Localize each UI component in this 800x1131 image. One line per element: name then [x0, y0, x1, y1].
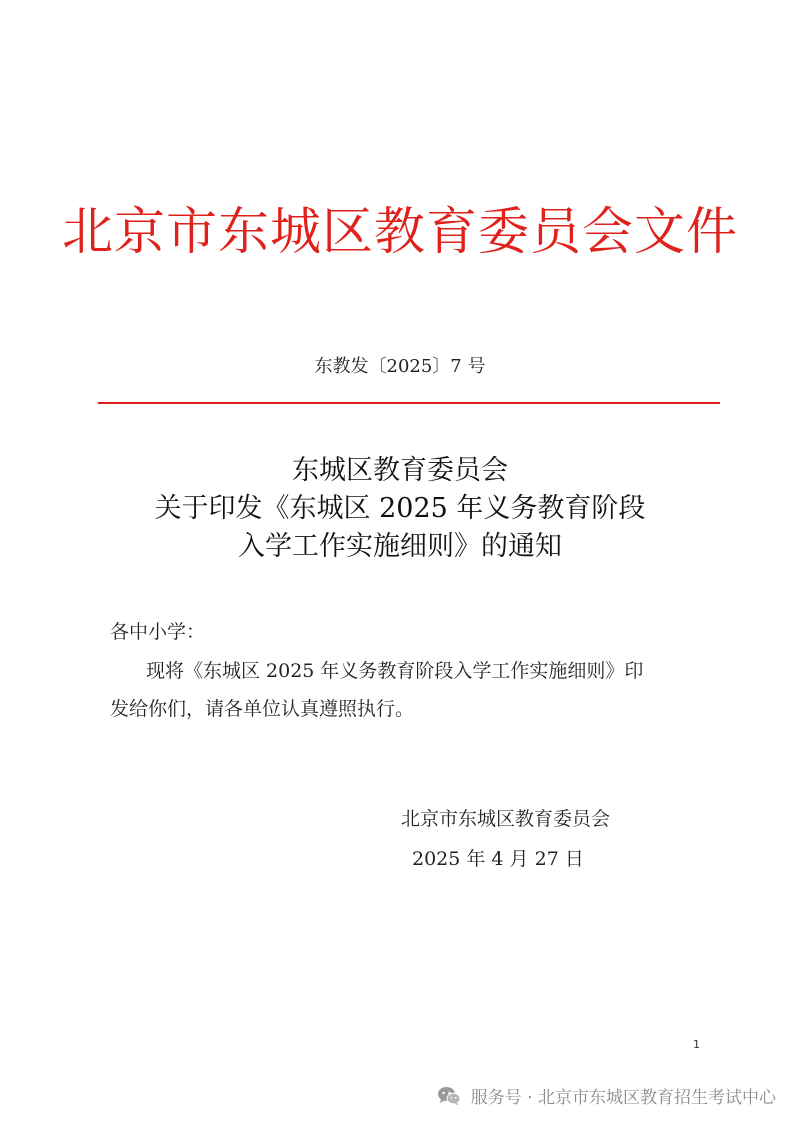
page-number: 1 [693, 1038, 700, 1051]
red-divider-line [98, 402, 720, 404]
watermark-text: 服务号 · 北京市东城区教育招生考试中心 [470, 1088, 776, 1108]
notice-title-line-1: 东城区教育委员会 [292, 455, 508, 486]
notice-title [0, 452, 800, 566]
notice-title-line-2: 关于印发《东城区 2025 年义务教育阶段 [154, 493, 646, 524]
salutation: 各中小学： [110, 621, 206, 643]
signature-date: 2025 年 4 月 27 日 [412, 848, 584, 870]
signature-organization: 北京市东城区教育委员会 [400, 808, 610, 830]
document-number: 东教发〔2025〕7 号 [314, 356, 486, 377]
body-paragraph-line-1: 现将《东城区 2025 年义务教育阶段入学工作实施细则》印 [146, 660, 644, 682]
wechat-icon [437, 1085, 461, 1107]
body-paragraph-line-2: 发给你们，请各单位认真遵照执行。 [110, 698, 415, 720]
watermark [437, 1083, 776, 1108]
document-header-title: 北京市东城区教育委员会文件 [61, 203, 738, 262]
notice-title-line-3: 入学工作实施细则》的通知 [238, 531, 562, 562]
